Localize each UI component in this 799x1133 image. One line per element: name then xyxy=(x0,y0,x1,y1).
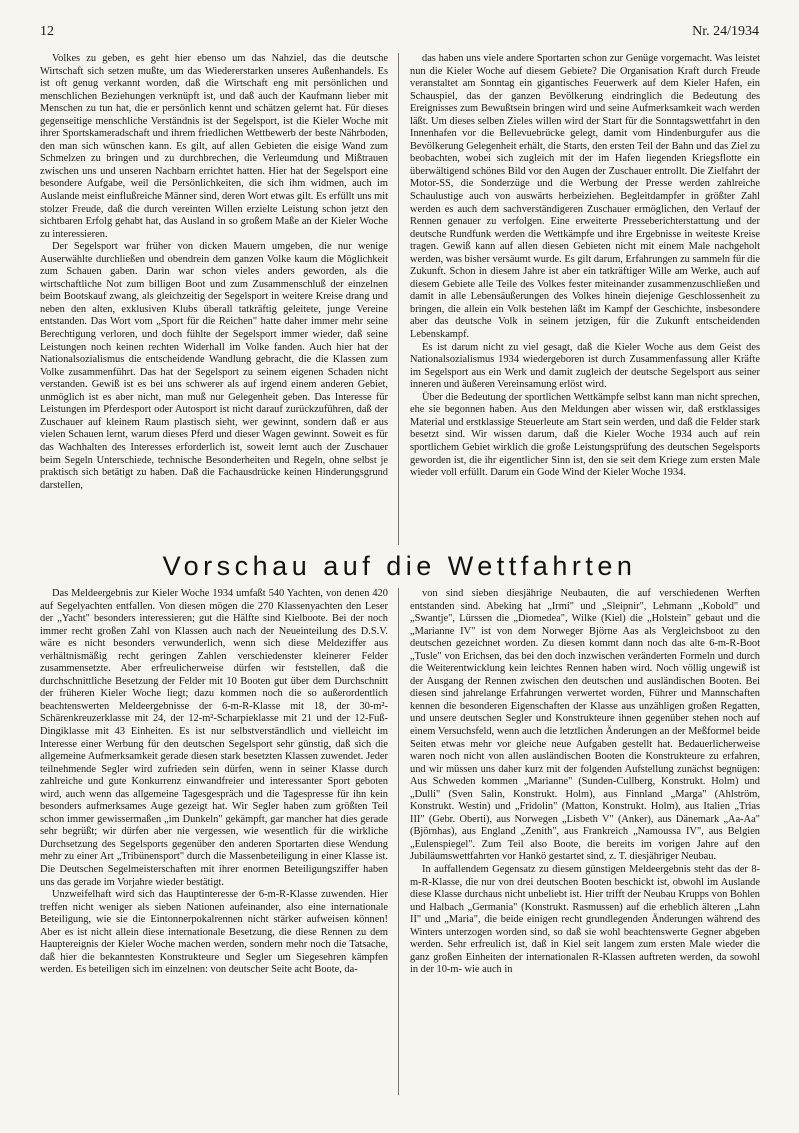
issue-number: Nr. 24/1934 xyxy=(692,24,759,39)
paragraph: In auffallendem Gegensatz zu diesem günstigen Meldeergebnis steht das der 8-m-R-Klasse, die nur von drei deutschen Booten beschickt ist, obwohl im Auslande diese Klasse durchaus nicht unbeliebt ist. Hier trifft der Neubau Krupps von Bohlen und Halbach „Germania" (Konstrukt. Rasmussen) auf die erheblich älteren „Lahn II" und „Maria", die beide einigen recht grundlegenden Änderungen während des Winters unterzogen worden sind, so daß sie wohl beachtenswerte Gegner abgeben werden. Sehr erfreulich ist, daß in Kiel seit langem zum ersten Male wieder die ganz großen Einheiten der internationalen R-Klassen auftreten werden, da sowohl in der 10-m- wie auch in xyxy=(410,864,760,976)
section-headline: Vorschau auf die Wettfahrten xyxy=(162,551,637,581)
paragraph: Unzweifelhaft wird sich das Hauptinteresse der 6-m-R-Klasse zuwenden. Hier treffen nicht weniger als sieben Nationen aufeinander, also eine internationale Beteiligung, wie sie die Eintonnerpokalrennen nicht stärker aufweisen können! Aber es ist nicht allein diese internationale Besetzung, die diese Rennen zu dem Hauptereignis der Kieler Woche machen werden, sondern mehr noch die Tatsache, daß hier die bekanntesten Konstrukteure und Segler um Siegesehren kämpfen werden. Es beteiligen sich im einzelnen: von deutscher Seite acht Boote, da- xyxy=(40,889,388,976)
paragraph: Der Segelsport war früher von dicken Mauern umgeben, die nur wenige Auserwählte durchließen und obendrein dem ganzen Volke kaum die Möglichkeit zum Schauen gaben. Darin war schon vieles anders geworden, als die wirtschaftliche Not zum billigen Boot und zum Zusammenschluß der einzelnen beim Bootskauf zwang, als gleichzeitig der Segelsport in weitere Kreise drang und neben den alten, exklusiven Klubs überall tatkräftig geleitete, junge Vereine entstanden. Das Wort vom „Sport für die Reichen" hatte daher immer mehr seine Berechtigung verloren, und doch fühlte der Segelsport immer wieder, daß seine Leistungen noch keinen rechten Widerhall im Volke fanden. Auch hier hat der Nationalsozialismus die entscheidende Wandlung gebracht, die die Klassen zum Volke zusammenführt. Das hat der Segelsport zu seinem eigenen Schaden nicht verstanden. Gewiß ist es bei uns schwerer als auf irgend einem anderen Gebiet, unmöglich ist es aber nicht, man muß nur Gelegenheit geben. Das Interesse für Leistungen im Pferdesport oder Autosport ist nicht darauf zurückzuführen, daß der Zuschauer auf kleinem Raum plastisch sieht, wer gewinnt, sondern daß er aus vielen Schauen lernt, warum dieses Pferd und dieser Wagen gewinnt. Soweit es für das Wachhalten des Interesses erforderlich ist, soweit lernt auch der Zuschauer beim Segeln Unterschiede, technische Besonderheiten und Regeln, ohne selbst je praktisch sich betätigt zu haben. Daß die Fachausdrücke keinen Hinderungsgrund darstellen, xyxy=(40,241,388,491)
paragraph: Volkes zu geben, es geht hier ebenso um das Nahziel, das die deutsche Wirtschaft sich setzen mußte, um das Wiedererstarken unseres Außenhandels. Es ist oft genug verkannt worden, daß die Wirtschaft eng mit persönlichen und menschlichen Beziehungen verknüpft ist, und daß auch der Kaufmann lieber mit Menschen zu tun hat, die er persönlich kennt und schätzen gelernt hat. Für dieses gegenseitige menschliche Verständnis ist der Segelsport, ist die Kieler Woche mit ihrer Sportskameradschaft und ihrem friedlichen Wettbewerb der beste Nährboden, den man sich wünschen kann. Es gilt, auf allen Gebieten die eisige Wand zum Schmelzen zu bringen und zu durchbrechen, die Verleumdung und Mißtrauen zwischen uns und unseren Nachbarn errichtet hatten. Hier hat der Segelsport eine besondere Aufgabe, weil die Persönlichkeiten, die sich ihm widmen, auch im Auslande meist einflußreiche Männer sind, deren Wort etwas gilt. Es erfüllt uns mit stolzer Freude, daß die durch vereinten Willen erzielte Leistung schon jetzt den sichtbaren Erfolg gehabt hat, das Ausland in so großem Maße an der Kieler Woche zu interessieren. xyxy=(40,53,388,240)
paragraph: das haben uns viele andere Sportarten schon zur Genüge vorgemacht. Was leistet nun die Kieler Woche auf diesem Gebiete? Die Organisation Kraft durch Freude veranstaltet am Sonntag ein gigantisches Feuerwerk auf dem Kieler Hafen, ein Schauspiel, das der ganzen Bevölkerung eindringlich die Bedeutung des Ereignisses zum Bewußtsein bringen wird und seine Aufmerksamkeit wach werden läßt. Um dieses selben Zieles willen wird der Start für die Sonntagswettfahrt in den Innenhafen vor die Bellevuebrücke gelegt, damit vom Hindenburgufer aus die Bevölkerung Gelegenheit erhält, die Starts, den ersten Teil der Bahn und das Ziel zu beobachten, wobei sich zugleich mit der im Hafen liegenden Kriegsflotte ein überwältigend schönes Bild vor den Augen der Zuschauer entrollt. Die Zielfahrt der Motor-SS, die Sonderzüge und die Werbung der Presse werden zahlreiche Schaulustige auch von auswärts herbeiziehen. Begleitdampfer in größter Zahl werden es auch dem sachverständigeren Zuschauer ermöglichen, den Verlauf der Rennen genauer zu verfolgen. Eine erweiterte Presseberichterstattung und der deutsche Rundfunk werden die Wettkämpfe und ihre Ergebnisse in weiteste Kreise tragen. Gewiß kann auf allen diesen Gebieten nicht mit einem Male nachgeholt werden, was bisher versäumt wurde. Es gilt darum, Erfahrungen zu sammeln für die Zukunft. Schon in diesem Jahre ist aber ein tatkräftiger Wille am Werke, auch auf diesem Gebiete alle Teile des Volkes fester miteinander zusammenzuschließen und damit in alle Lebensäußerungen des Volkes hinein diejenige Geschlossenheit zu bringen, die allein ein Volk bestehen läßt im Kampf der Geschichte, insbesondere aber das deutsche Volk in seinem jetzigen, für die Zukunft entscheidenden Lebenskampf. xyxy=(410,53,760,341)
column-divider xyxy=(398,588,399,1095)
article-column-1 xyxy=(40,53,388,545)
paragraph: Über die Bedeutung der sportlichen Wettkämpfe selbst kann man nicht sprechen, ehe sie begonnen haben. Aus den Meldungen aber wissen wir, daß erstklassiges Material und erstklassige Steuerleute am Start sein werden, und daß die Felder stark besetzt sind. Wir wissen darum, daß die Kieler Woche 1934 auch auf rein sportlichem Gebiet wirklich die große Leistungsprüfung des deutschen Segelsports geworden ist, die ihr eigentlicher Sinn ist, den sie seit dem Kriege zum ersten Male wieder voll erfüllt. Darum ein Gode Wind der Kieler Woche 1934. xyxy=(410,391,760,479)
page-number: 12 xyxy=(40,24,54,39)
article-column-2 xyxy=(410,53,760,545)
page-header xyxy=(40,24,759,44)
article-column-4 xyxy=(410,588,760,1095)
paragraph: Es ist darum nicht zu viel gesagt, daß die Kieler Woche aus dem Geist des Nationalsozialismus 1934 wiedergeboren ist durch Zusammenfassung aller Kräfte im Segelsport aus ein Werk und damit zugleich der deutsche Segelsport aus seiner inneren und äußeren Vereinsamung erlöst wird. xyxy=(410,341,760,391)
article-column-3 xyxy=(40,588,388,1095)
column-divider xyxy=(398,53,399,545)
paragraph: von sind sieben diesjährige Neubauten, die auf verschiedenen Werften entstanden sind. Abeking hat „Irmi" und „Sleipnir", Lehmann „Kobold" und „Swantje", Lürssen die „Diomedea", Wilke (Kiel) die „Holstein" gebaut und die „Marianne IV" ist von dem Norweger Björne Aas als Vergleichsboot zu den deutschen gezeichnet worden. Zu diesen kommt dann noch das alte 6-m-R-Boot „Tusle" von Erichsen, das bei den doch inzwischen veränderten Formeln und durch die Weiterentwicklung kein leichtes Rennen haben wird. Noch völlig ungewiß ist der Ausgang der Rennen zwischen den deutschen und ausländischen Booten. Bei diesen sind jahrelange Erfahrungen verwertet worden, Führer und Mannschaften kennen die besonderen Eigenschaften der Klasse aus unzähligen großen Regatten, und unsere deutschen Segler und Konstrukteure ihnen gegenüber stehen noch auf einem Versuchsfeld, wenn auch die letztlichen Änderungen an der Meßformel beide Seiten etwas mehr vor gleiche neue Aufgaben gestellt hat. Bedauerlicherweise waren noch nicht von allen ausländischen Booten die Konstrukteure zu erfahren, und wir müssen uns daher kurz mit der folgenden Aufstellung zunächst begnügen: Aus Schweden kommen „Marianne" (Sunden-Cullberg, Konstrukt. Holm) und „Dulli" (Sven Salin, Konstrukt. Holm), aus Finnland „Marga" (Ahlström, Konstrukt. Westin) und „Fridolin" (Matton, Konstrukt. Holm), aus Italien „Trias III" (Gebr. Oberti), aus Norwegen „Lisbeth V" (Anker), aus Dänemark „Aa-Aa" (Björnhas), aus England „Zenith", aus Frankreich „Namoussa IV", aus Belgien „Eulenspiegel". Zum Teil also Boote, die bereits im vorigen Jahre auf den Jubiläumswettfahrten vor Hankö gestartet sind, z. T. diesjähriger Neubau. xyxy=(410,588,760,863)
paragraph: Das Meldeergebnis zur Kieler Woche 1934 umfaßt 540 Yachten, von denen 420 auf Segelyachten entfallen. Von diesen mögen die 270 Klassenyachten den Leser der „Yacht" besonders interessieren; gut die Hälfte sind Kielboote. Bei der noch immer recht großen Zahl von Klassen auch nach der Neueinteilung des D.S.V. wäre es nicht besonders verwunderlich, wenn sich diese Meldeziffer aus verhältnismäßig recht geringen Zahlen verschiedenster kleinerer Felder zusammensetzte. Aber erfreulicherweise dürfen wir feststellen, daß die durchschnittliche Besetzung der Felder mit 10 Booten gut über dem Durchschnitt der früheren Kieler Woche liegt; dazu kommen noch die so außerordentlich beachtenswerten Meldeergebnisse der 6-m-R-Klasse mit 18, der 30-m²-Schärenkreuzerklasse mit 24, der 12-m²-Scharpieklasse mit 21 und der 12-Fuß-Dingiklasse mit 43 Einheiten. Es ist nur selbstverständlich und vielleicht im Interesse einer Werbung für den deutschen Segelsport sehr günstig, daß sich die allgemeine Aufmerksamkeit gerade diesen stark besetzten Klassen zuwendet. Jeder teilnehmende Segler wird zufrieden sein dürfen, wenn in seiner Klasse durch zahlreiche und gute Konkurrenz einwandfreier und interessanter Sport geboten wird, auch wenn das allgemeine Tagesgespräch und die Tagespresse für ihn kein besonders aufmerksames Auge gezeigt hat. Wir Segler haben zum größten Teil schon immer gewissermaßen „im Dunkeln" gekämpft, gar mancher hat dies gerade sehr begrüßt; wir dürfen aber nie vergessen, wie wesentlich für die wirkliche Durchsetzung des Segelsports gegenüber den anderen Sportarten diese Wendung mehr zu einer Art „Tribünensport" durch die Massenbeteiligung in einer Klasse ist. Die Deutschen Segelmeisterschaften mit ihrer enormen Beteiligungsziffer haben uns das gerade im Vorjahre wieder bestätigt. xyxy=(40,588,388,888)
